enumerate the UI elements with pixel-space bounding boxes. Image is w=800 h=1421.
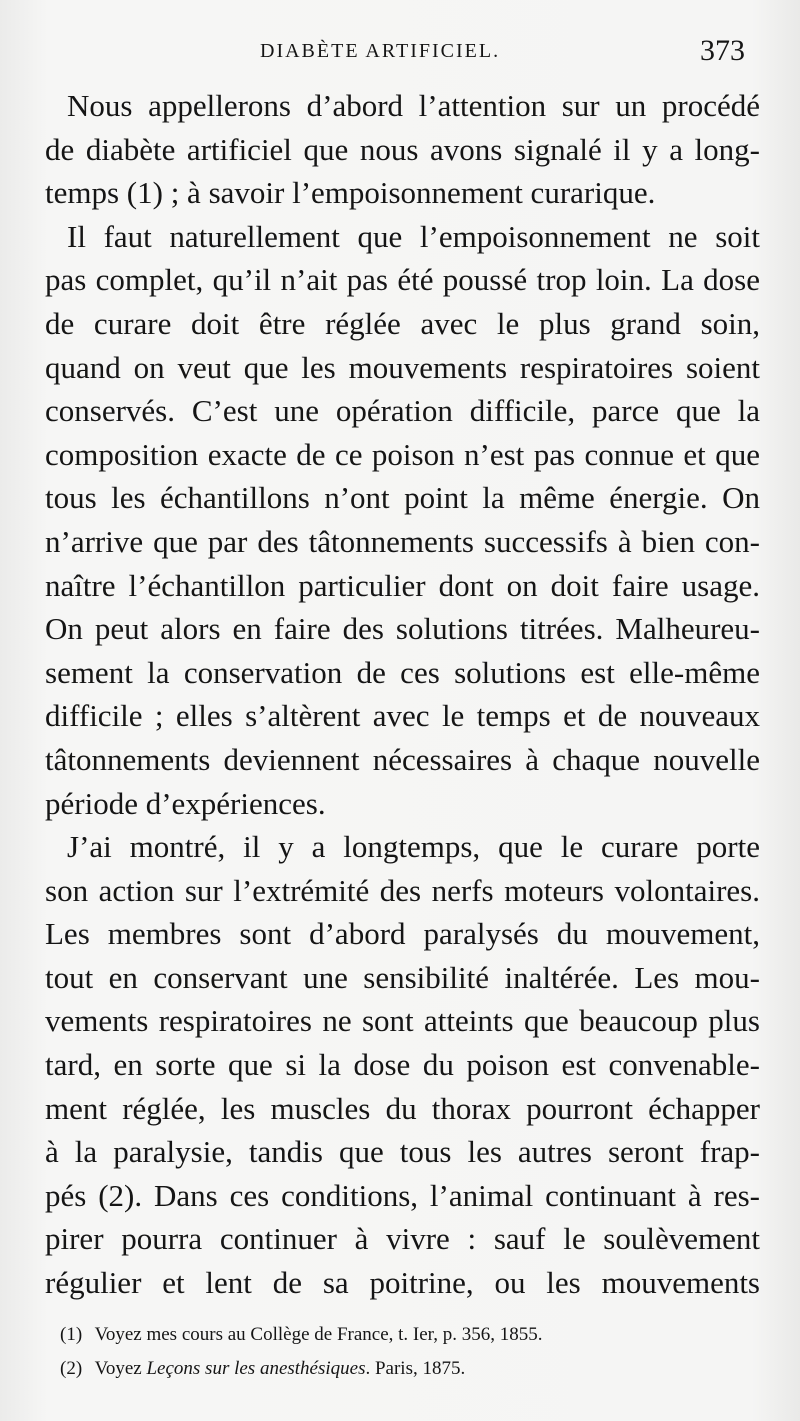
footnote-text: Voyez mes cours au Collège de France, t. Ier, p. 356, 1855.: [94, 1324, 543, 1345]
text-line: de curare doit être réglée avec le plus grand soin,: [45, 305, 760, 341]
text-line: pirer pourra continuer à vivre : sauf le soulèvement: [45, 1221, 760, 1257]
text-line: composition exacte de ce poison n’est pas connue et que: [45, 436, 760, 472]
running-title: DIABÈTE ARTIFICIEL.: [260, 40, 501, 62]
text-line: naître l’échantillon particulier dont on doit faire usage.: [45, 567, 760, 603]
text-line: tous les échantillons n’ont point la même énergie. On: [45, 480, 760, 516]
page-header: [0, 34, 800, 70]
text-line: tâtonnements deviennent nécessaires à chaque nouvelle: [45, 741, 760, 777]
text-line: ment réglée, les muscles du thorax pourront échapper: [45, 1090, 760, 1126]
text-line: pas complet, qu’il n’ait pas été poussé trop loin. La dose: [45, 262, 760, 298]
page-number: 373: [700, 34, 745, 67]
text-line: de diabète artificiel que nous avons signalé il y a long-: [45, 131, 760, 167]
text-line: On peut alors en faire des solutions titrées. Malheureu-: [45, 611, 760, 647]
footnote-2: [60, 1352, 750, 1386]
text-line: son action sur l’extrémité des nerfs moteurs volontaires.: [45, 872, 760, 908]
body-text: [45, 84, 760, 1305]
text-line: Les membres sont d’abord paralysés du mouvement,: [45, 916, 760, 952]
text-line: conservés. C’est une opération difficile, parce que la: [45, 393, 760, 429]
text-line: période d’expériences.: [45, 785, 326, 821]
footnotes: [60, 1318, 750, 1386]
footnote-text-after: . Paris, 1875.: [365, 1358, 466, 1379]
text-line: n’arrive que par des tâtonnements successifs à bien con-: [45, 523, 760, 559]
text-line: à la paralysie, tandis que tous les autres seront frap-: [45, 1134, 760, 1170]
text-line: J’ai montré, il y a longtemps, que le curare porte: [67, 829, 760, 865]
footnote-1: [60, 1318, 750, 1352]
text-line: tout en conservant une sensibilité inaltérée. Les mou-: [45, 959, 760, 995]
text-line: quand on veut que les mouvements respiratoires soient: [45, 349, 760, 385]
footnote-mark: (1): [60, 1324, 83, 1345]
text-line: vements respiratoires ne sont atteints que beaucoup plus: [45, 1003, 760, 1039]
text-line: pés (2). Dans ces conditions, l’animal continuant à res-: [45, 1177, 760, 1213]
text-line: sement la conservation de ces solutions est elle-même: [45, 654, 760, 690]
footnote-mark: (2): [60, 1358, 83, 1379]
text-line: temps (1) ; à savoir l’empoisonnement curarique.: [45, 175, 656, 211]
text-line: régulier et lent de sa poitrine, ou les mouvements: [45, 1265, 760, 1301]
text-line: tard, en sorte que si la dose du poison est convenable-: [45, 1047, 760, 1083]
footnote-book-title: Leçons sur les anesthésiques: [146, 1358, 366, 1379]
footnote-text-before: Voyez: [94, 1358, 142, 1379]
text-line: Nous appellerons d’abord l’attention sur un procédé: [67, 88, 760, 123]
text-line: difficile ; elles s’altèrent avec le temps et de nouveaux: [45, 698, 760, 734]
text-line: Il faut naturellement que l’empoisonnement ne soit: [67, 218, 760, 254]
